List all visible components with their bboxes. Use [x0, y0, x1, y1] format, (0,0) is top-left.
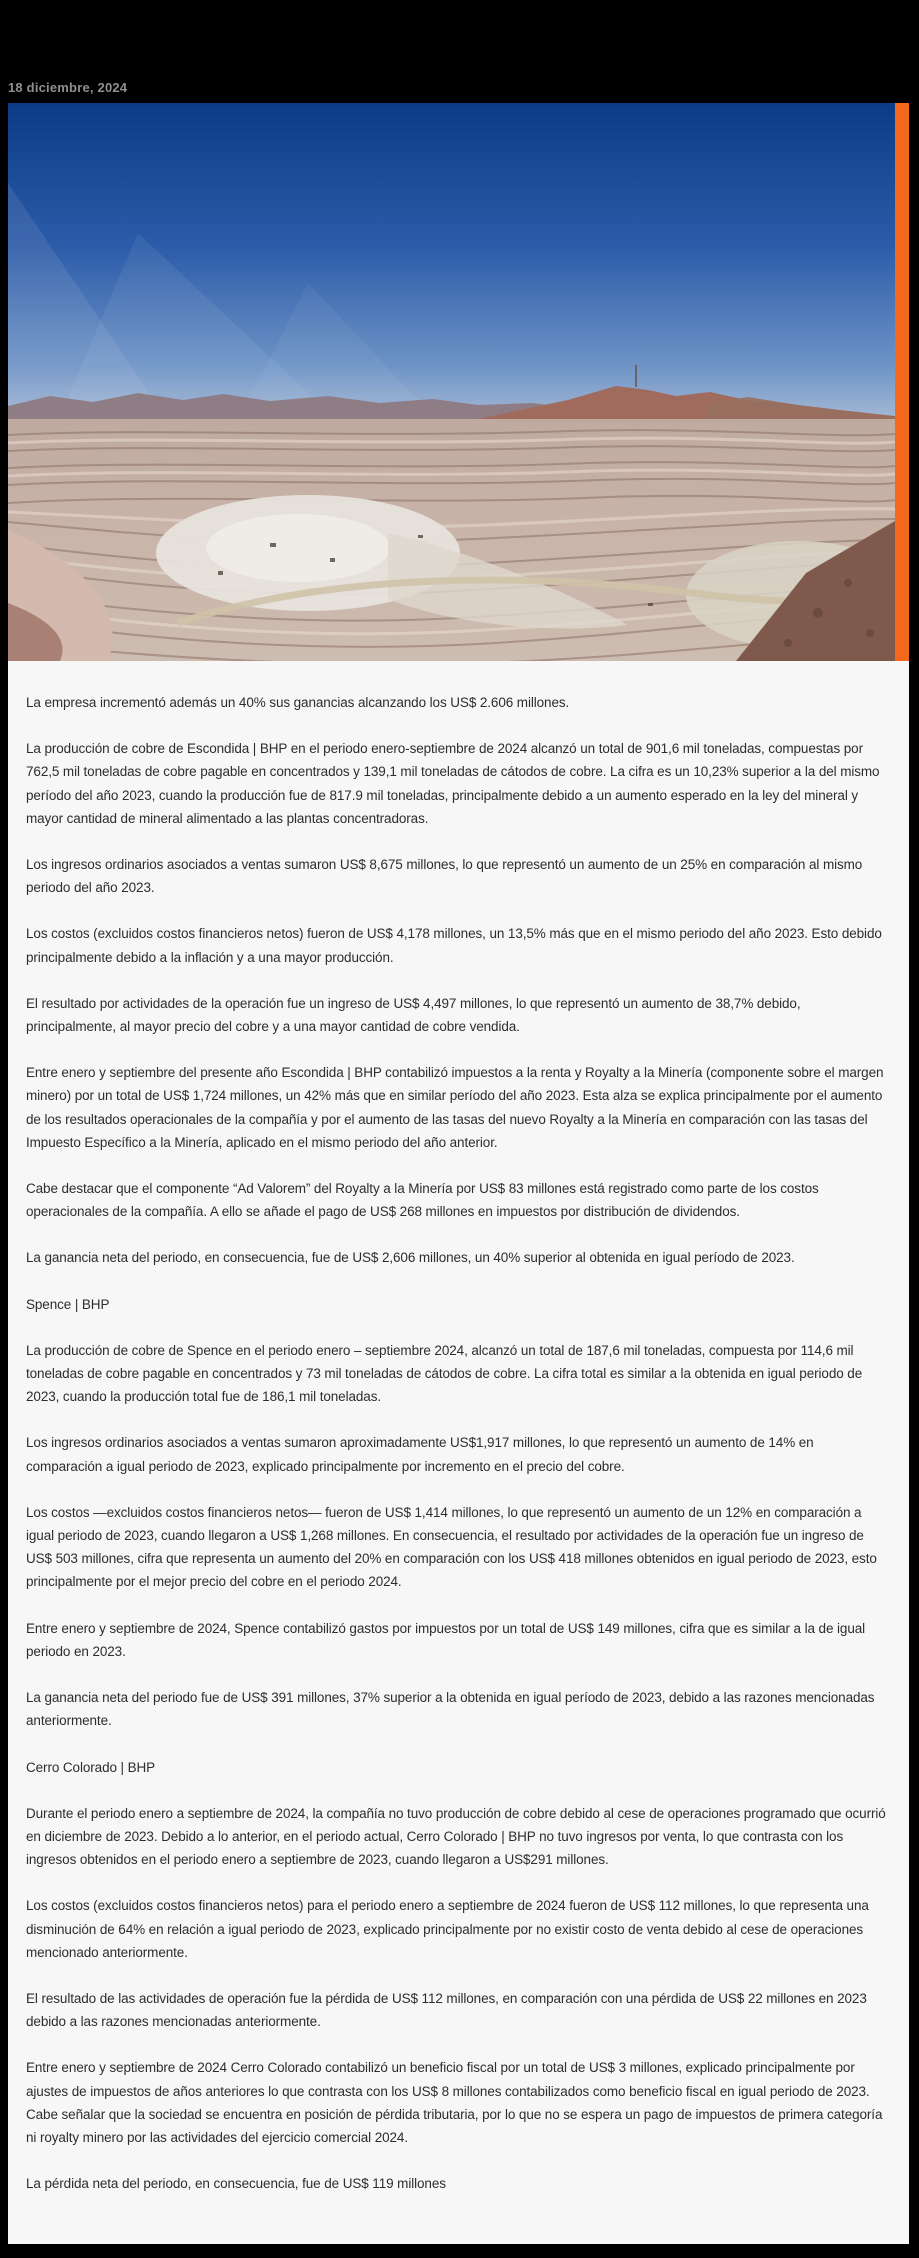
orange-accent-bar — [895, 103, 909, 661]
article-paragraph: Entre enero y septiembre del presente año Escondida | BHP contabilizó impuestos a la renta y Royalty a la Minería (componente sobre el margen minero) por un total de US$ 1,724 millones, un 42% más que en similar período del año 2023. Esta alza se explica principalmente por el aumento de los resultados operacionales de la compañía y por el aumento de las tasas del nuevo Royalty a la Minería en comparación con las tasas del Impuesto Específico a la Minería, aplicado en el mismo periodo del año anterior. — [26, 1065, 884, 1150]
article-paragraph: Cabe destacar que el componente “Ad Valorem” del Royalty a la Minería por US$ 83 millones está registrado como parte de los costos operacionales de la compañía. A ello se añade el pago de US$ 268 millones en impuestos por distribución de dividendos. — [26, 1181, 819, 1220]
article-paragraph: Durante el periodo enero a septiembre de 2024, la compañía no tuvo producción de cobre debido al cese de operaciones programado que ocurrió en diciembre de 2023. Debido a lo anterior, en el periodo actual, Cerro Colorado | BHP no tuvo ingresos por venta, lo que contrasta con los ingresos obtenidos en el periodo enero a septiembre de 2023, cuando llegaron a US$291 millones. — [26, 1805, 886, 1868]
page-header — [0, 0, 919, 103]
article-body — [8, 661, 909, 2222]
hero-image-container — [8, 103, 909, 661]
article-paragraph: Los costos (excluidos costos financieros netos) fueron de US$ 4,178 millones, un 13,5% más que en el mismo periodo del año 2023. Esto debido principalmente debido a la inflación y a una mayor producción. — [26, 926, 882, 965]
article-paragraph: Entre enero y septiembre de 2024 Cerro Colorado contabilizó un beneficio fiscal por un total de US$ 3 millones, explicado principalmente por ajustes de impuestos de años anteriores lo que contrasta con los US$ 8 millones contabilizados como beneficio fiscal en igual periodo de 2023. Cabe señalar que la sociedad se encuentra en posición de pérdida tributaria, por lo que no se espera un pago de impuestos de primera categoría ni royalty minero por las actividades del ejercicio comercial 2024. — [26, 2060, 883, 2145]
article-paragraph: Los ingresos ordinarios asociados a ventas sumaron US$ 8,675 millones, lo que representó un aumento de un 25% en comparación al mismo periodo del año 2023. — [26, 857, 863, 896]
article-paragraph: La pérdida neta del periodo, en consecuencia, fue de US$ 119 millones — [26, 2176, 446, 2192]
article-paragraph: La ganancia neta del periodo fue de US$ 391 millones, 37% superior a la obtenida en igual período de 2023, debido a las razones mencionadas anteriormente. — [26, 1690, 875, 1729]
article-paragraph: La producción de cobre de Escondida | BHP en el periodo enero-septiembre de 2024 alcanzó un total de 901,6 mil toneladas, compuestas por 762,5 mil toneladas de cobre pagable en concentrados y 139,1 mil toneladas de cátodos de cobre. La cifra es un 10,23% superior a la del mismo período del año 2023, cuando la producción fue de 817.9 mil toneladas, principalmente debido a un aumento esperado en la ley del mineral y mayor cantidad de mineral alimentado a las plantas concentradoras. — [26, 741, 880, 826]
article-paragraph: Los ingresos ordinarios asociados a ventas sumaron aproximadamente US$1,917 millones, lo que representó un aumento de 14% en comparación a igual periodo de 2023, explicado principalmente por incremento en el precio del cobre. — [26, 1435, 814, 1474]
article-paragraph: El resultado de las actividades de operación fue la pérdida de US$ 112 millones, en comparación con una pérdida de US$ 22 millones en 2023 debido a las razones mencionadas anteriormente. — [26, 1990, 867, 2030]
article-paragraph: Entre enero y septiembre de 2024, Spence contabilizó gastos por impuestos por un total de US$ 149 millones, cifra que es similar a la de igual periodo en 2023. — [26, 1620, 866, 1659]
open-pit-mine-panorama-image — [8, 103, 895, 661]
article-paragraph: El resultado por actividades de la operación fue un ingreso de US$ 4,497 millones, lo que representó un aumento de 38,7% debido, principalmente, al mayor precio del cobre y a una mayor cantidad de cobre vendida. — [26, 995, 801, 1035]
section-heading-cerro-colorado: Cerro Colorado | BHP — [26, 1759, 156, 1775]
article-date: 18 diciembre, 2024 — [8, 80, 128, 95]
article-paragraph: La producción de cobre de Spence en el periodo enero – septiembre 2024, alcanzó un total de 187,6 mil toneladas, compuesta por 114,6 mil toneladas de cobre pagable en concentrados y 73 mil toneladas de cátodos de cobre. La cifra total es similar a la obtenida en igual periodo de 2023, cuando la producción total fue de 186,1 mil toneladas. — [26, 1342, 863, 1405]
article-paragraph: Los costos (excluidos costos financieros netos) para el periodo enero a septiembre de 2024 fueron de US$ 112 millones, lo que representa una disminución de 64% en relación a igual periodo de 2023, explicado principalmente por no existir costo de venta debido al cese de operaciones mencionado anteriormente. — [26, 1898, 869, 1960]
article-paragraph: Los costos —excluidos costos financieros netos— fueron de US$ 1,414 millones, lo que representó un aumento de un 12% en comparación a igual periodo de 2023, cuando llegaron a US$ 1,268 millones. En consecuencia, el resultado por actividades de la operación fue un ingreso de US$ 503 millones, cifra que representa un aumento del 20% en comparación con los US$ 418 millones obtenidos en igual periodo de 2023, esto principalmente por el mejor precio del cobre en el periodo 2024. — [26, 1504, 877, 1590]
section-heading-spence: Spence | BHP — [26, 1296, 110, 1312]
article-card — [8, 103, 909, 2244]
article-paragraph: La empresa incrementó además un 40% sus ganancias alcanzando los US$ 2.606 millones. — [26, 695, 570, 710]
article-paragraph: La ganancia neta del periodo, en consecuencia, fue de US$ 2,606 millones, un 40% superior al obtenida en igual período de 2023. — [26, 1250, 795, 1266]
